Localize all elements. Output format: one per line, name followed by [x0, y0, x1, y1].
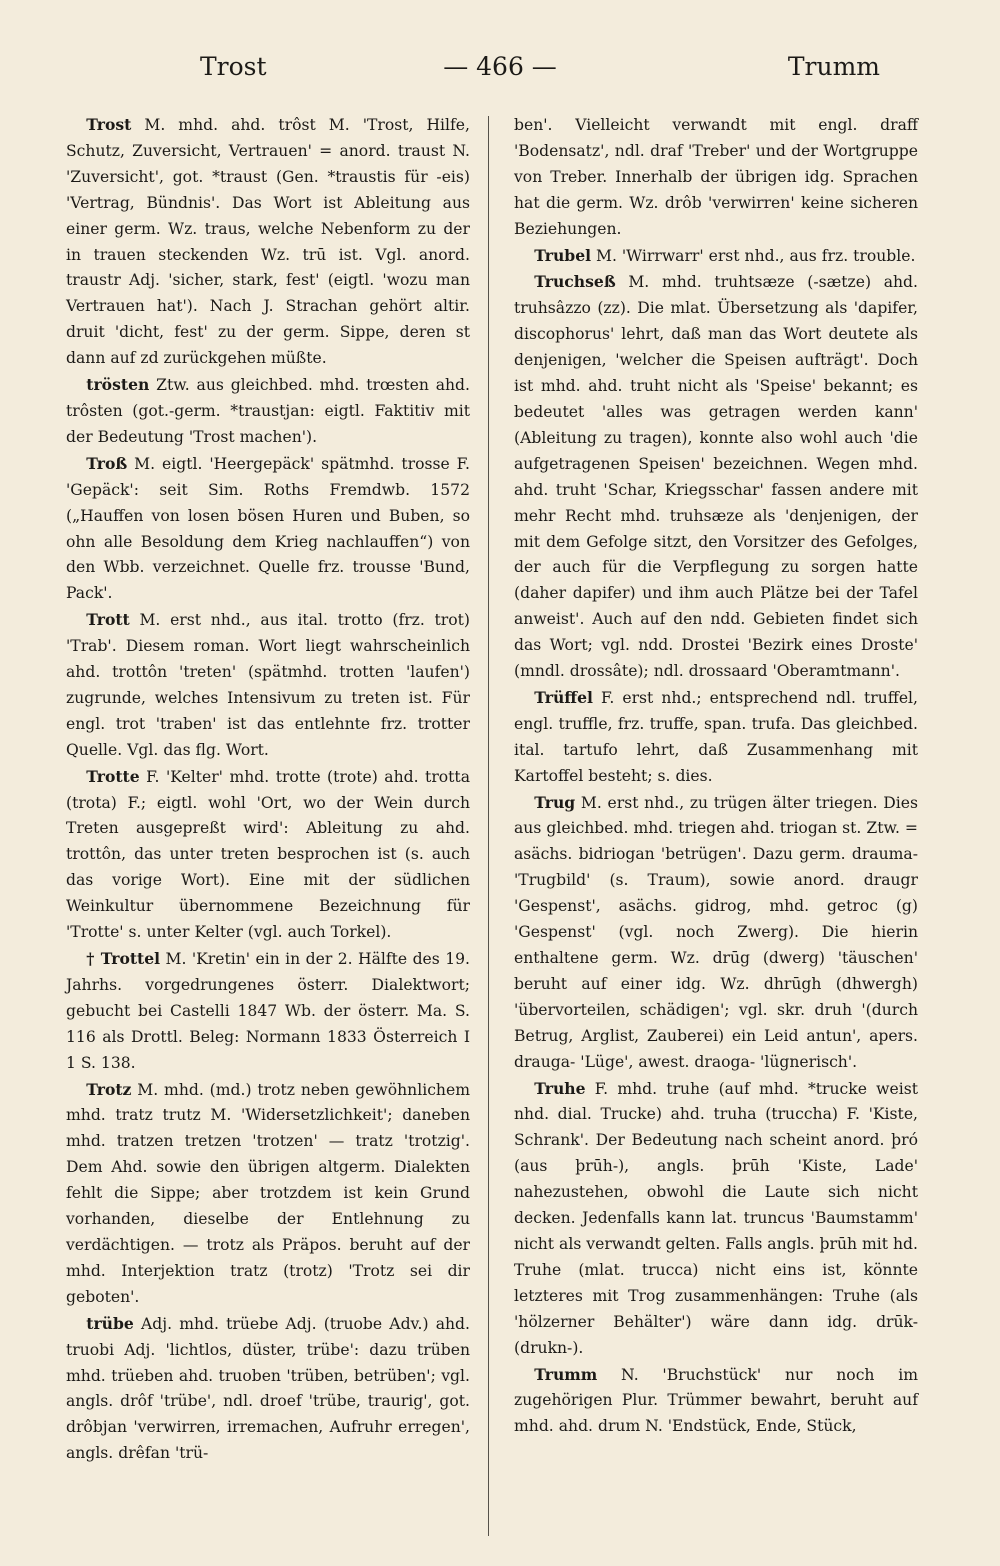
entry-trottel [66, 946, 470, 1077]
column-divider [488, 116, 489, 1536]
entry-trotz [66, 1077, 470, 1311]
entry-tross [66, 451, 470, 607]
entry-trueffel [514, 685, 918, 790]
entry-trumm [514, 1362, 918, 1441]
headword: trübe [86, 1313, 134, 1333]
left-column [66, 112, 470, 1467]
entry-trost [66, 112, 470, 372]
entry-text: F. erst nhd.; entsprechend ndl. truffel, engl. truffle, frz. truffe, span. trufa. Das gleichbed. ital. tartufo lehrt, daß Zusammenhang mit Kartoffel besteht; s. dies. [514, 688, 918, 785]
entry-truhe [514, 1076, 918, 1362]
entry-text: Adj. mhd. trüebe Adj. (truobe Adv.) ahd. truobi Adj. 'lichtlos, düster, trübe': dazu trüben mhd. trüeben ahd. truoben 'trüben, betrüben'; vgl. angls. drôf 'trübe', ndl. droef 'trübe, traurig', got. drôbjan 'verwirren, irremachen, Aufruhr erregen', angls. drêfan 'trü- [66, 1314, 470, 1463]
headword: trösten [86, 375, 150, 395]
entry-text: F. 'Kelter' mhd. trotte (trote) ahd. trotta (trota) F.; eigtl. wohl 'Ort, wo der Wein durch Treten ausgepreßt wird': Ableitung zu ahd. trottôn, das unter treten besprochen ist (s. auch das vorige Wort). Eine mit der südlichen Weinkultur übernommene Bezeichnung für 'Trotte' s. unter Kelter (vgl. auch Torkel). [66, 767, 470, 942]
headword: Trüffel [534, 687, 593, 707]
entry-text: Ztw. aus gleichbed. mhd. trœsten ahd. trôsten (got.-germ. *traustjan: eigtl. Faktitiv mit der Bedeutung 'Trost machen'). [66, 376, 470, 446]
entry-truebe [66, 1311, 470, 1467]
headword: Truchseß [534, 272, 616, 292]
headword: Trott [86, 610, 130, 630]
entry-continuation [514, 112, 918, 243]
entry-text: M. mhd. ahd. trôst M. 'Trost, Hilfe, Schutz, Zuversicht, Vertrauen' = anord. traust N. 'Zuversicht', got. *traust (Gen. *traustis für -eis) 'Vertrag, Bündnis'. Das Wort ist Ableitung aus einer germ. Wz. traus, welche Nebenform zu der in trauen steckenden Wz. trū ist. Vgl. anord. traustr Adj. 'sicher, stark, fest' (eigtl. 'wozu man Vertrauen hat'). Nach J. Strachan gehört altir. druit 'dicht, fest' zu der germ. Sippe, deren st dann auf zd zurückgehen müßte. [66, 116, 470, 368]
header-right-keyword: Trumm [787, 52, 880, 81]
headword: Trotz [86, 1079, 132, 1099]
entry-trubel [514, 243, 918, 270]
entry-truchsess [514, 269, 918, 685]
headword: Trubel [534, 245, 592, 265]
headword: Troß [86, 453, 128, 473]
running-header [60, 52, 940, 92]
headword: Trotte [86, 766, 140, 786]
entry-text: M. erst nhd., aus ital. trotto (frz. trot) 'Trab'. Diesem roman. Wort liegt wahrscheinlich ahd. trottôn 'treten' (spätmhd. trotten 'laufen') zugrunde, welches Intensivum zu treten ist. Für engl. trot 'traben' ist das entlehnte frz. trotter Quelle. Vgl. das flg. Wort. [66, 611, 470, 759]
entry-trug [514, 790, 918, 1076]
entry-text: M. mhd. truhtsæze (-sætze) ahd. truhsâzzo (zz). Die mlat. Übersetzung als 'dapifer, discophorus' lehrt, daß man das Wort deutete als denjenigen, 'welcher die Speisen aufträgt'. Doch ist mhd. ahd. truht nicht als 'Speise' bekannt; es bedeutet 'alles was getragen werden kann' (Ableitung zu tragen), konnte also wohl auch 'die aufgetragenen Speisen' bezeichnen. Wegen mhd. ahd. truht 'Schar, Kriegsschar' fassen andere mit mehr Recht mhd. truhsæze als 'denjenigen, der mit dem Gefolge sitzt, den Vorsitzer des Gefolges, der auch für die Verpflegung zu sorgen hatte (daher dapifer) und ihm auch Plätze bei der Tafel anweist'. Auch auf den ndd. Gebieten findet sich das Wort; vgl. ndd. Drostei 'Bezirk eines Droste' (mndl. drossâte); ndl. drossaard 'Oberamtmann'. [514, 273, 918, 681]
header-left-keyword: Trost [200, 52, 267, 81]
entry-text: N. 'Bruchstück' nur noch im zugehörigen Plur. Trümmer bewahrt, beruht auf mhd. ahd. drum N. 'Endstück, Ende, Stück, [514, 1365, 918, 1436]
headword: Truhe [534, 1078, 586, 1098]
entry-text: M. mhd. (md.) trotz neben gewöhnlichem mhd. tratz trutz M. 'Widersetzlichkeit'; daneben mhd. tratzen tretzen 'trotzen' — tratz 'trotzig'. Dem Ahd. sowie den übrigen altgerm. Dialekten fehlt die Sippe; aber trotzdem ist kein Grund vorhanden, dieselbe der Entlehnung zu verdächtigen. — trotz als Präpos. beruht auf der mhd. Interjektion tratz (trotz) 'Trotz sei dir geboten'. [66, 1080, 470, 1306]
headword: Trug [534, 792, 576, 812]
entry-text: M. erst nhd., zu trügen älter triegen. Dies aus gleichbed. mhd. triegen ahd. triogan st. Ztw. = asächs. bidriogan 'betrügen'. Dazu germ. drauma- 'Trugbild' (s. Traum), sowie anord. draugr 'Gespenst', asächs. gidrog, mhd. getroc (g) 'Gespenst' (vgl. noch Zwerg). Die hierin enthaltene germ. Wz. drūg (dwerg) 'täuschen' beruht auf einer idg. Wz. dhrūgh (dhwergh) 'übervorteilen, schädigen'; vgl. skr. druh '(durch Betrug, Arglist, Zauberei) ein Leid antun', apers. drauga- 'Lüge', awest. draoga- 'lügnerisch'. [514, 793, 918, 1071]
right-column [514, 112, 918, 1440]
entry-trott [66, 607, 470, 763]
entry-troesten [66, 372, 470, 451]
entry-text: F. mhd. truhe (auf mhd. *trucke weist nhd. dial. Trucke) ahd. truha (truccha) F. 'Kiste, Schrank'. Der Bedeutung nach scheint anord. þró (aus þrūh-), angls. þrūh 'Kiste, Lade' nahezustehen, obwohl die Laute sich nicht decken. Jedenfalls kann lat. truncus 'Baumstamm' nicht als verwandt gelten. Falls angls. þrūh mit hd. Truhe (mlat. trucca) nicht eins ist, könnte letzteres mit Trog zusammenhängen: Truhe (als 'hölzerner Behälter') wäre dann idg. drūk- (drukn-). [514, 1079, 918, 1357]
page-number: — 466 — [443, 52, 557, 81]
entry-text: M. eigtl. 'Heergepäck' spätmhd. trosse F. 'Gepäck': seit Sim. Roths Fremdwb. 1572 („Hauffen von losen bösen Huren und Buben, so ohn alle Besoldung dem Krieg nachlauffen“) von den Wbb. verzeichnet. Quelle frz. trousse 'Bund, Pack'. [66, 454, 470, 603]
headword: Trumm [534, 1364, 598, 1384]
entry-text: ben'. Vielleicht verwandt mit engl. draff 'Bodensatz', ndl. draf 'Treber' und der Wortgruppe von Treber. Innerhalb der übrigen idg. Sprachen hat die germ. Wz. drôb 'verwirren' keine sicheren Beziehungen. [514, 116, 918, 238]
headword: Trost [86, 115, 132, 134]
entry-text: M. 'Kretin' ein in der 2. Hälfte des 19. Jahrhs. vorgedrungenes österr. Dialektwort; gebucht bei Castelli 1847 Wb. der österr. Ma. S. 116 als Drottl. Beleg: Normann 1833 Österreich I 1 S. 138. [66, 950, 470, 1072]
entry-text: M. 'Wirrwarr' erst nhd., aus frz. trouble. [591, 246, 916, 265]
entry-trotte [66, 764, 470, 946]
headword: † Trottel [86, 949, 161, 968]
